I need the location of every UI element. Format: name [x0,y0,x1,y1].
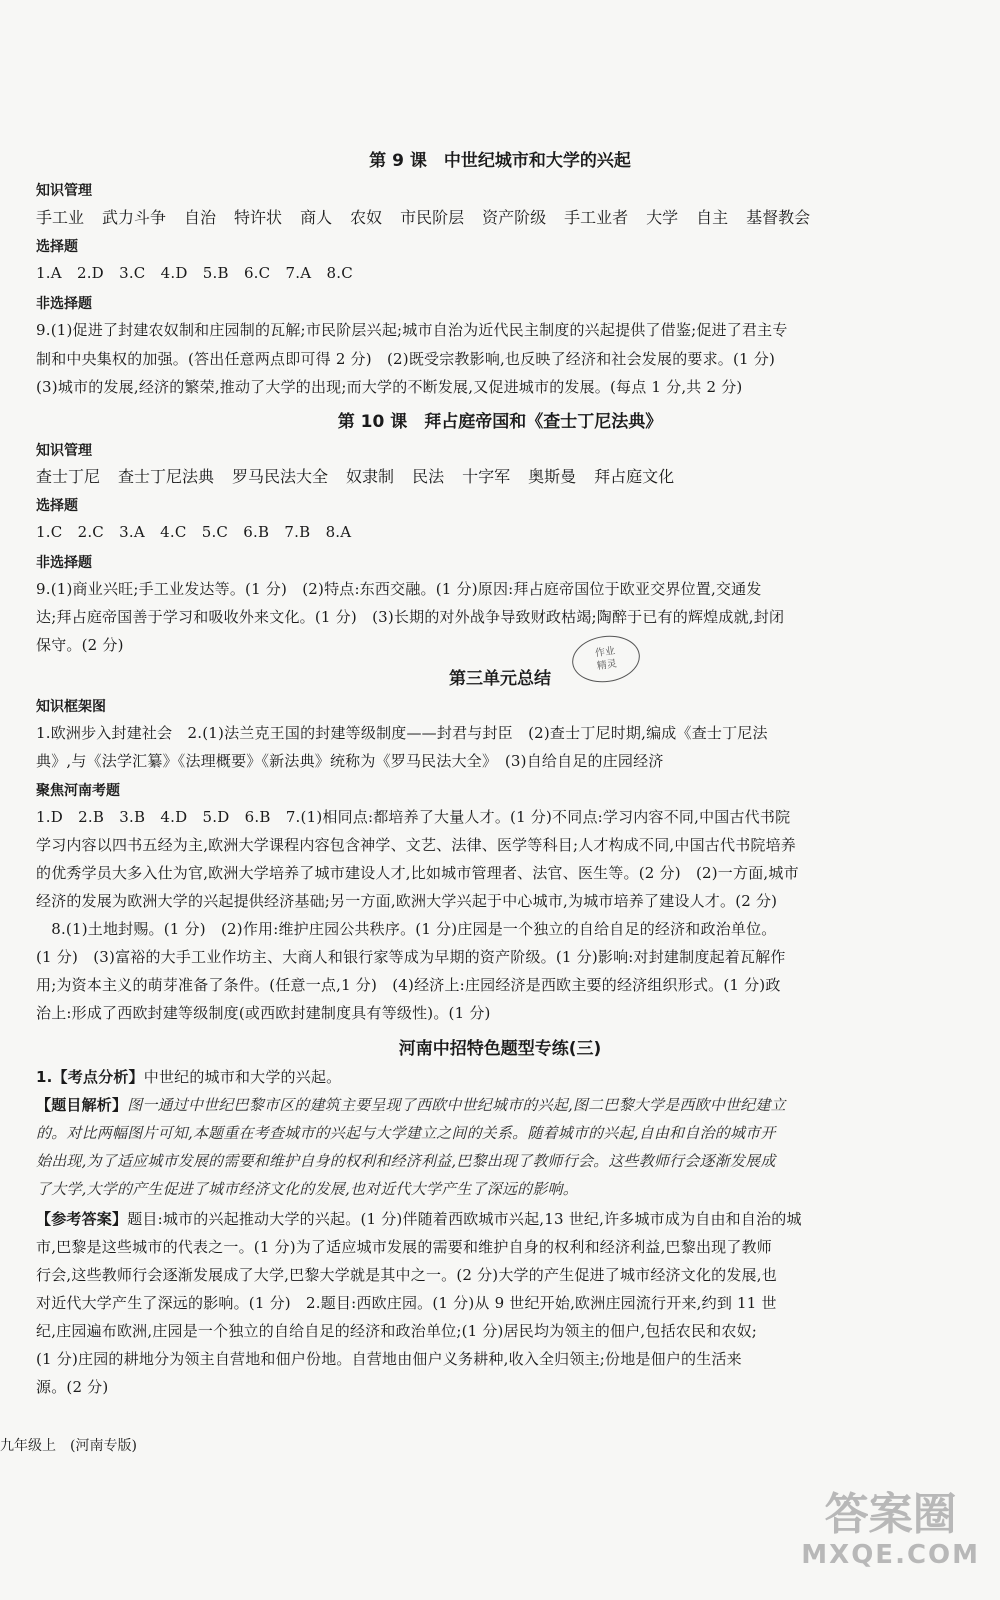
special-answer-line: 行会,这些教师行会逐渐发展成了大学,巴黎大学就是其中之一。(2 分)大学的产生促进了城市经济文化的发展,也 [36,1266,777,1284]
special-analysis-line: 始出现,为了适应城市发展的需要和维护自身的权利和经济利益,巴黎出现了教师行会。这些教师行会逐渐发展成 [36,1152,776,1170]
lesson9-q9-line: 制和中央集权的加强。(答出任意两点即可得 2 分) (2)既受宗教影响,也反映了经济和社会发展的要求。(1 分) [36,350,776,368]
answer-text: 题目:城市的兴起推动大学的兴起。(1 分)伴随着西欧城市兴起,13 世纪,许多城市成为自由和自治的城 [127,1210,802,1228]
lesson10-title: 第 10 课 拜占庭帝国和《查士丁尼法典》 [337,412,663,432]
stamp-text: 作业 [594,645,616,660]
term: 奥斯曼 [528,467,577,486]
watermark-main: 答案圈 [824,1489,957,1540]
page-footer: 九年级上 (河南专版) [0,1438,137,1454]
analysis-text: 图一通过中世纪巴黎市区的建筑主要呈现了西欧中世纪城市的兴起,图二巴黎大学是西欧中世纪建立 [127,1096,786,1114]
lesson9-knowledge-heading: 知识管理 [36,183,92,199]
term: 武力斗争 [102,208,167,227]
unit3-exam-line: 用;为资本主义的萌芽准备了条件。(任意一点,1 分) (4)经济上:庄园经济是西欧主要的经济组织形式。(1 分)政 [36,976,781,994]
lesson10-terms [36,464,674,487]
unit3-framework-line: 典》,与《法学汇纂》《法理概要》《新法典》统称为《罗马民法大全》 (3)自给自足的庄园经济 [36,752,664,770]
unit3-framework-heading: 知识框架图 [36,699,106,715]
lesson10-q9-line: 9.(1)商业兴旺;手工业发达等。(1 分) (2)特点:东西交融。(1 分)原因:拜占庭帝国位于欧亚交界位置,交通发 [36,580,762,598]
lesson10-choice-answers: 1.C 2.C 3.A 4.C 5.C 6.B 7.B 8.A [36,523,352,541]
term: 十字军 [462,467,511,486]
term: 奴隶制 [346,467,395,486]
unit3-exam-line: (1 分) (3)富裕的大手工业作坊主、大商人和银行家等成为早期的资产阶级。(1 分)影响:对封建制度起着瓦解作 [36,948,786,966]
lesson9-choice-answers: 1.A 2.D 3.C 4.D 5.B 6.C 7.A 8.C [36,264,353,282]
unit3-framework-line: 1.欧洲步入封建社会 2.(1)法兰克王国的封建等级制度——封君与封臣 (2)查士丁尼时期,编成《查士丁尼法 [36,724,768,742]
stamp-text: 精灵 [596,658,618,673]
special-answer-line: 市,巴黎是这些城市的代表之一。(1 分)为了适应城市发展的需要和维护自身的权利和经济利益,巴黎出现了教师 [36,1238,772,1256]
lesson9-q9-line: (3)城市的发展,经济的繁荣,推动了大学的出现;而大学的不断发展,又促进城市的发展。(每点 1 分,共 2 分) [36,378,743,396]
term: 大学 [646,208,679,227]
unit3-exam-line: 经济的发展为欧洲大学的兴起提供经济基础;另一方面,欧洲大学兴起于中心城市,为城市培养了建设人才。(2 分) [36,892,778,910]
special-title: 河南中招特色题型专练(三) [398,1039,602,1059]
term: 资产阶级 [482,208,547,227]
special-answer-line: 源。(2 分) [36,1378,109,1396]
lesson9-choice-heading: 选择题 [36,239,78,255]
term: 手工业 [36,208,85,227]
term: 自治 [184,208,217,227]
special-analysis-line [36,1094,976,1115]
answer-tag: 【参考答案】 [36,1210,128,1228]
term: 基督教会 [746,208,811,227]
unit3-exam-line: 8.(1)土地封赐。(1 分) (2)作用:维护庄园公共秩序。(1 分)庄园是一个独立的自给自足的经济和政治单位。 [36,920,777,938]
lesson10-choice-heading: 选择题 [36,498,78,514]
special-answer-line: 纪,庄园遍布欧洲,庄园是一个独立的自给自足的经济和政治单位;(1 分)居民均为领主的佃户,包括农民和农奴; [36,1322,758,1340]
lesson10-nonchoice-heading: 非选择题 [36,555,92,571]
unit3-exam-line: 1.D 2.B 3.B 4.D 5.D 6.B 7.(1)相同点:都培养了大量人才。(1 分)不同点:学习内容不同,中国古代书院 [36,808,791,826]
term: 查士丁尼法典 [118,467,215,486]
lesson9-q9-line: 9.(1)促进了封建农奴制和庄园制的瓦解;市民阶层兴起;城市自治为近代民主制度的兴起提供了借鉴;促进了君主专 [36,321,788,339]
lesson9-terms [36,205,810,228]
special-analysis-line: 了大学,大学的产生促进了城市经济文化的发展,也对近代大学产生了深远的影响。 [36,1180,578,1198]
lesson10-q9-line: 保守。(2 分) [36,636,124,654]
term: 罗马民法大全 [232,467,329,486]
special-answer-line: 对近代大学产生了深远的影响。(1 分) 2.题目:西欧庄园。(1 分)从 9 世纪开始,欧洲庄园流行开来,约到 11 世 [36,1294,777,1312]
term: 商人 [300,208,333,227]
unit3-title: 第三单元总结 [449,669,551,689]
analysis-tag: 【题目解析】 [36,1096,128,1114]
special-analysis-line: 的。对比两幅图片可知,本题重在考查城市的兴起与大学建立之间的关系。随着城市的兴起,自由和自治的城市开 [36,1124,776,1142]
term: 手工业者 [564,208,629,227]
term: 农奴 [350,208,383,227]
watermark-sub: MXQE.COM [801,1540,980,1570]
special-answer-line: (1 分)庄园的耕地分为领主自营地和佃户份地。自营地由佃户义务耕种,收入全归领主;份地是佃户的生活来 [36,1350,742,1368]
kd-text: 中世纪的城市和大学的兴起。 [143,1068,342,1086]
kd-tag: 1.【考点分析】 [36,1068,144,1086]
term: 自主 [696,208,729,227]
lesson10-q9-line: 达;拜占庭帝国善于学习和吸收外来文化。(1 分) (3)长期的对外战争导致财政枯竭;陶醉于已有的辉煌成就,封闭 [36,608,785,626]
term: 查士丁尼 [36,467,101,486]
term: 民法 [412,467,445,486]
site-watermark-logo [801,1490,980,1570]
special-kd-line [36,1066,976,1087]
term: 特许状 [234,208,283,227]
lesson9-nonchoice-heading: 非选择题 [36,296,92,312]
lesson10-knowledge-heading: 知识管理 [36,443,92,459]
unit3-exam-heading: 聚焦河南考题 [36,783,120,799]
unit3-exam-line: 的优秀学员大多入仕为官,欧洲大学培养了城市建设人才,比如城市管理者、法官、医生等。(2 分) (2)一方面,城市 [36,864,799,882]
unit3-exam-line: 学习内容以四书五经为主,欧洲大学课程内容包含神学、文艺、法律、医学等科目;人才构成不同,中国古代书院培养 [36,836,796,854]
term: 拜占庭文化 [594,467,675,486]
term: 市民阶层 [400,208,465,227]
lesson9-title: 第 9 课 中世纪城市和大学的兴起 [369,151,631,171]
special-answer-line [36,1208,976,1229]
unit3-exam-line: 治上:形成了西欧封建等级制度(或西欧封建制度具有等级性)。(1 分) [36,1004,491,1022]
